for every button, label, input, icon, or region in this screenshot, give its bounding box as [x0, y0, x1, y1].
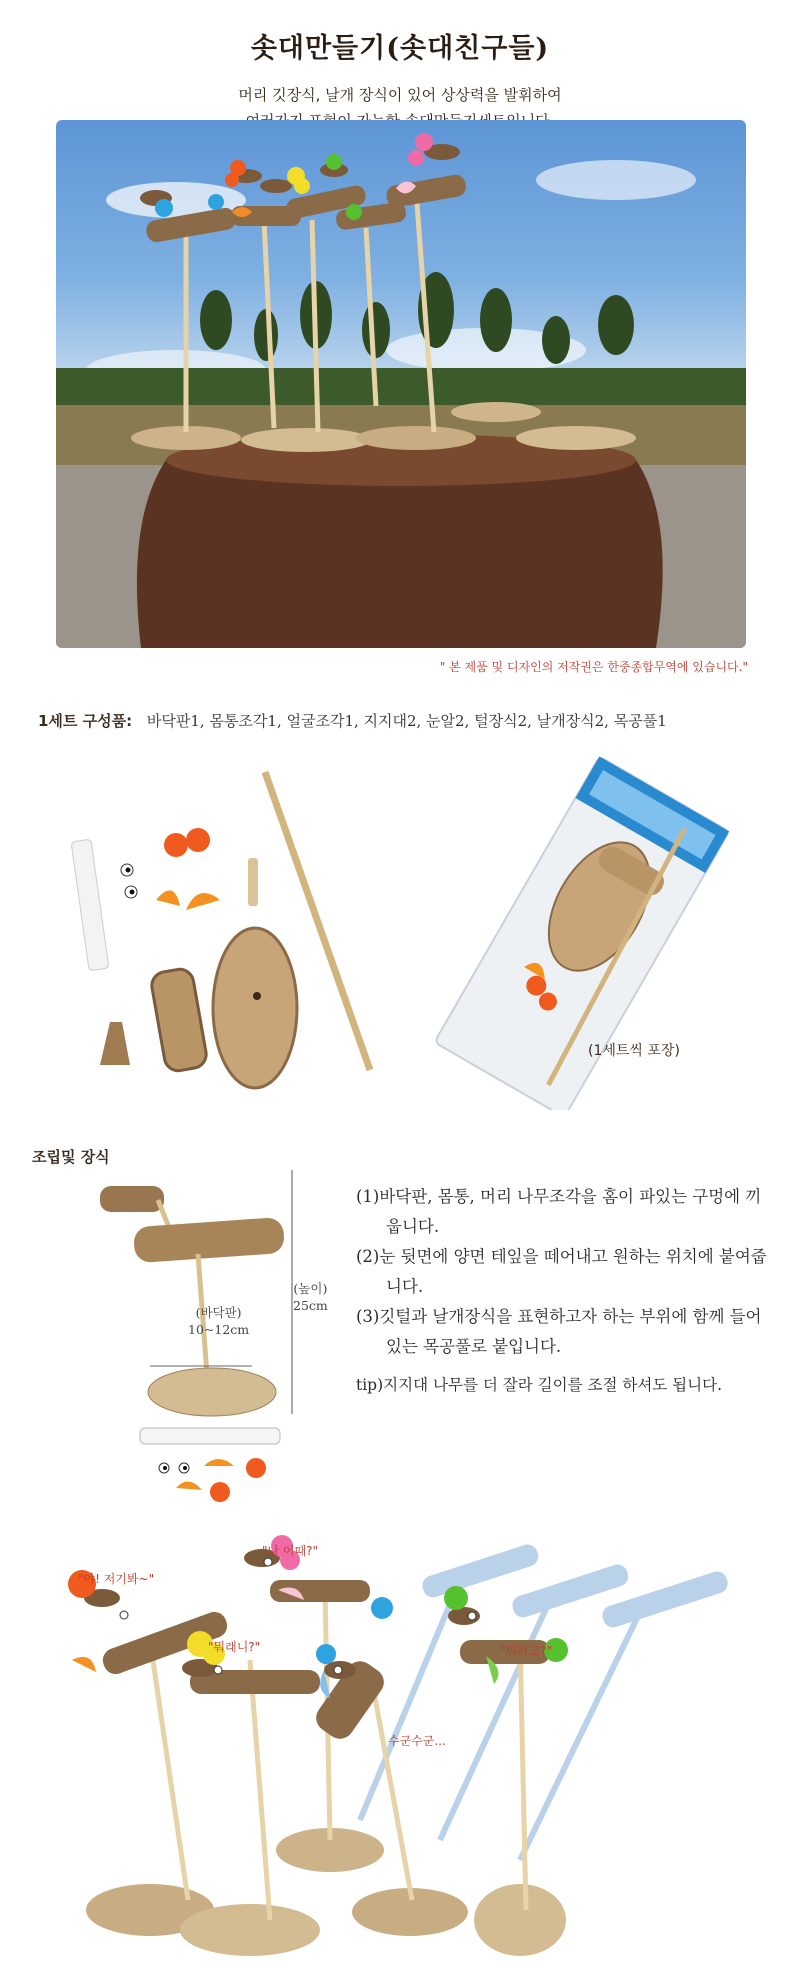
height-label-2: 25cm	[293, 1298, 328, 1313]
intro-line-1: 머리 깃장식, 날개 장식이 있어 상상력을 발휘하여	[238, 86, 562, 104]
speech-quote-1: "야! 저기봐~"	[78, 1572, 155, 1586]
hero-scene	[56, 120, 746, 648]
hero-photo	[56, 120, 746, 648]
set-contents-text: 바닥판1, 몸통조각1, 얼굴조각1, 지지대2, 눈알2, 털장식2, 날개장식2, 목공풀1	[146, 712, 667, 730]
base-size-label-1: (바닥판)	[195, 1305, 242, 1320]
base-size-label	[188, 1304, 249, 1338]
copyright-notice: " 본 제품 및 디자인의 저작권은 한중종합무역에 있습니다."	[439, 660, 748, 674]
height-label	[293, 1280, 328, 1314]
package-illustration	[420, 750, 740, 1110]
parts-photo	[60, 760, 400, 1090]
height-label-1: (높이)	[293, 1281, 328, 1296]
assembly-illustration	[80, 1170, 310, 1510]
parts-illustration	[60, 760, 400, 1090]
base-size-label-2: 10~12cm	[188, 1322, 250, 1337]
assembly-heading: 조립및 장식	[32, 1148, 110, 1166]
assembly-step-2: (2)눈 뒷면에 양면 테잎을 떼어내고 원하는 위치에 붙여줍니다.	[356, 1247, 767, 1296]
speech-quote-4: "뭐라고?"	[500, 1644, 553, 1658]
speech-quote-2: "나 어때?"	[262, 1544, 318, 1558]
package-caption: (1세트씩 포장)	[588, 1043, 680, 1059]
assembly-step-3: (3)깃털과 날개장식을 표현하고자 하는 부위에 함께 들어있는 목공풀로 붙입니다.	[356, 1307, 762, 1356]
assembly-tip: tip)지지대 나무를 더 잘라 길이를 조절 하셔도 됩니다.	[356, 1376, 723, 1394]
set-contents	[38, 710, 667, 731]
assembly-steps	[356, 1182, 776, 1400]
page-title: 솟대만들기(솟대친구들)	[250, 33, 550, 64]
assembly-step-1: (1)바닥판, 몸통, 머리 나무조각을 홈이 파있는 구멍에 끼웁니다.	[356, 1187, 762, 1236]
set-contents-label: 1세트 구성품:	[38, 712, 133, 730]
assembly-photo	[80, 1170, 310, 1510]
speech-quote-3: "뭐래니?"	[208, 1640, 261, 1654]
speech-quote-5: 수군수군...	[388, 1734, 446, 1748]
package-photo	[420, 750, 740, 1110]
